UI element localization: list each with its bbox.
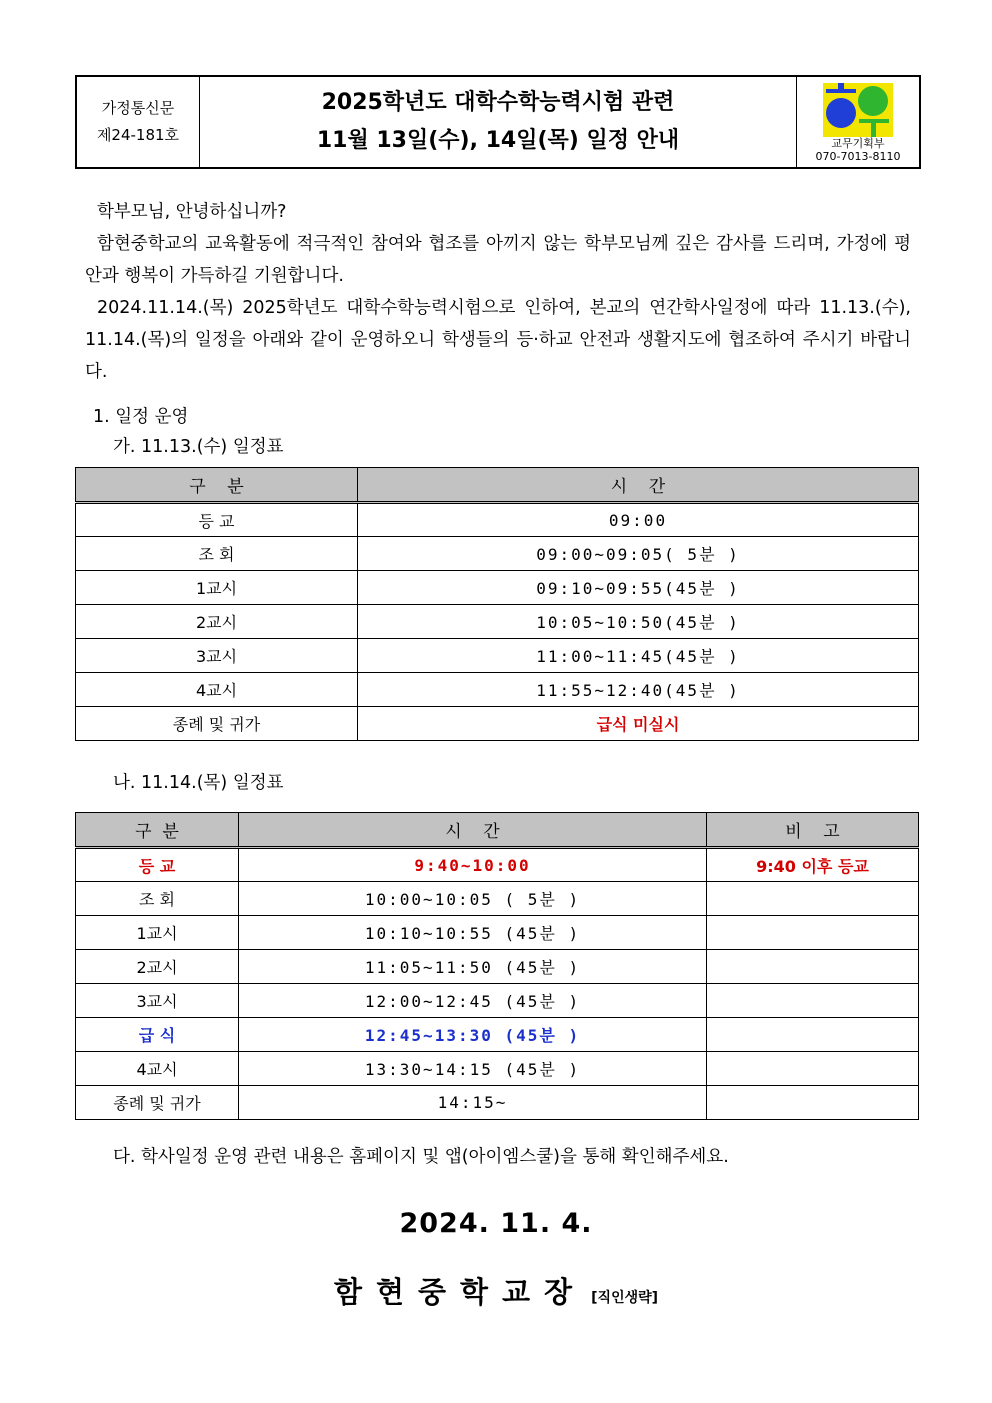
sub-heading-a: 가. 11.13.(수) 일정표 bbox=[113, 437, 284, 457]
issue-date: 2024. 11. 4. bbox=[399, 1208, 593, 1239]
row-time: 12:00~12:45 (45분 ) bbox=[239, 984, 707, 1018]
row-time: 11:00~11:45(45분 ) bbox=[358, 639, 919, 673]
table-row bbox=[76, 503, 919, 537]
seal-note: [직인생략] bbox=[591, 1290, 659, 1306]
title-line-2: 11월 13일(수), 14일(목) 일정 안내 bbox=[316, 128, 680, 153]
section-title: 1. 일정 운영 bbox=[93, 407, 189, 427]
row-label: 3교시 bbox=[76, 984, 239, 1018]
row-time: 9:40~10:00 bbox=[239, 848, 707, 882]
row-time: 13:30~14:15 (45분 ) bbox=[239, 1052, 707, 1086]
row-time: 10:10~10:55 (45분 ) bbox=[239, 916, 707, 950]
school-logo-icon bbox=[823, 83, 893, 137]
paragraph-1: 함현중학교의 교육활동에 적극적인 참여와 협조를 아끼지 않는 학부모님께 깊은 감사를 드리며, 가정에 평안과 행복이 가득하길 기원합니다. bbox=[85, 234, 911, 286]
table-row bbox=[76, 984, 919, 1018]
row-time: 09:10~09:55(45분 ) bbox=[358, 571, 919, 605]
row-note bbox=[707, 950, 919, 984]
table-row bbox=[76, 882, 919, 916]
row-label: 등 교 bbox=[76, 848, 239, 882]
row-label: 조 회 bbox=[76, 882, 239, 916]
table-row bbox=[76, 707, 919, 741]
row-label: 등 교 bbox=[76, 503, 358, 537]
row-label: 종례 및 귀가 bbox=[76, 1086, 239, 1120]
table-row bbox=[76, 605, 919, 639]
row-time: 14:15~ bbox=[239, 1086, 707, 1120]
row-time: 11:55~12:40(45분 ) bbox=[358, 673, 919, 707]
row-time: 12:45~13:30 (45분 ) bbox=[239, 1018, 707, 1052]
row-label: 2교시 bbox=[76, 605, 358, 639]
row-time: 09:00 bbox=[358, 503, 919, 537]
row-note: 9:40 이후 등교 bbox=[707, 848, 919, 882]
row-note bbox=[707, 1086, 919, 1120]
row-time: 10:05~10:50(45분 ) bbox=[358, 605, 919, 639]
title-line-1: 2025학년도 대학수학능력시험 관련 bbox=[321, 90, 675, 115]
col-header-category: 구 분 bbox=[76, 468, 358, 503]
row-time: 09:00~09:05( 5분 ) bbox=[358, 537, 919, 571]
table-row bbox=[76, 639, 919, 673]
row-note bbox=[707, 916, 919, 950]
col-header-time: 시 간 bbox=[358, 468, 919, 503]
intro-text bbox=[85, 196, 911, 388]
table-row bbox=[76, 1052, 919, 1086]
row-label: 조 회 bbox=[76, 537, 358, 571]
table-row bbox=[76, 1086, 919, 1120]
row-time: 10:00~10:05 ( 5분 ) bbox=[239, 882, 707, 916]
row-note bbox=[707, 1018, 919, 1052]
row-note bbox=[707, 1052, 919, 1086]
row-note bbox=[707, 882, 919, 916]
row-label: 4교시 bbox=[76, 1052, 239, 1086]
col-header-category: 구 분 bbox=[76, 813, 239, 848]
doc-type: 가정통신문 bbox=[101, 99, 175, 117]
paragraph-2: 2024.11.14.(목) 2025학년도 대학수학능력시험으로 인하여, 본교의 연간학사일정에 따라 11.13.(수), 11.14.(목)의 일정을 아래와 같이 운영하오니 학생들의 등·하교 안전과 생활지도에 협조하여 주시기 바랍니다. bbox=[85, 298, 911, 382]
doc-info bbox=[77, 77, 200, 167]
row-label: 1교시 bbox=[76, 571, 358, 605]
schedule-table-1113 bbox=[75, 467, 919, 741]
table-row bbox=[76, 673, 919, 707]
table-header-row bbox=[76, 813, 919, 848]
row-label: 2교시 bbox=[76, 950, 239, 984]
dept-phone: 070-7013-8110 bbox=[815, 150, 901, 163]
table-row bbox=[76, 916, 919, 950]
sub-heading-c: 다. 학사일정 운영 관련 내용은 홈페이지 및 앱(아이엠스쿨)을 통해 확인해주세요. bbox=[113, 1147, 729, 1167]
row-label: 종례 및 귀가 bbox=[76, 707, 358, 741]
table-row bbox=[76, 1018, 919, 1052]
table-row bbox=[76, 848, 919, 882]
notice-title bbox=[200, 77, 797, 167]
col-header-note: 비 고 bbox=[707, 813, 919, 848]
col-header-time: 시 간 bbox=[239, 813, 707, 848]
principal-name: 함현중학교장 bbox=[333, 1275, 587, 1309]
table-row bbox=[76, 950, 919, 984]
schedule-table-1114 bbox=[75, 812, 919, 1120]
notice-header bbox=[75, 75, 921, 169]
row-time: 11:05~11:50 (45분 ) bbox=[239, 950, 707, 984]
row-label: 3교시 bbox=[76, 639, 358, 673]
row-label: 급 식 bbox=[76, 1018, 239, 1052]
row-note bbox=[707, 984, 919, 1018]
row-label: 1교시 bbox=[76, 916, 239, 950]
sub-heading-b: 나. 11.14.(목) 일정표 bbox=[113, 773, 284, 793]
table-header-row bbox=[76, 468, 919, 503]
greeting: 학부모님, 안녕하십니까? bbox=[97, 202, 287, 222]
dept-info bbox=[797, 77, 919, 167]
doc-number: 제24-181호 bbox=[96, 126, 180, 144]
dept-name: 교무기획부 bbox=[831, 137, 885, 150]
table-row bbox=[76, 537, 919, 571]
no-lunch-notice: 급식 미실시 bbox=[358, 707, 919, 741]
row-label: 4교시 bbox=[76, 673, 358, 707]
signature-block bbox=[0, 1270, 992, 1311]
table-row bbox=[76, 571, 919, 605]
